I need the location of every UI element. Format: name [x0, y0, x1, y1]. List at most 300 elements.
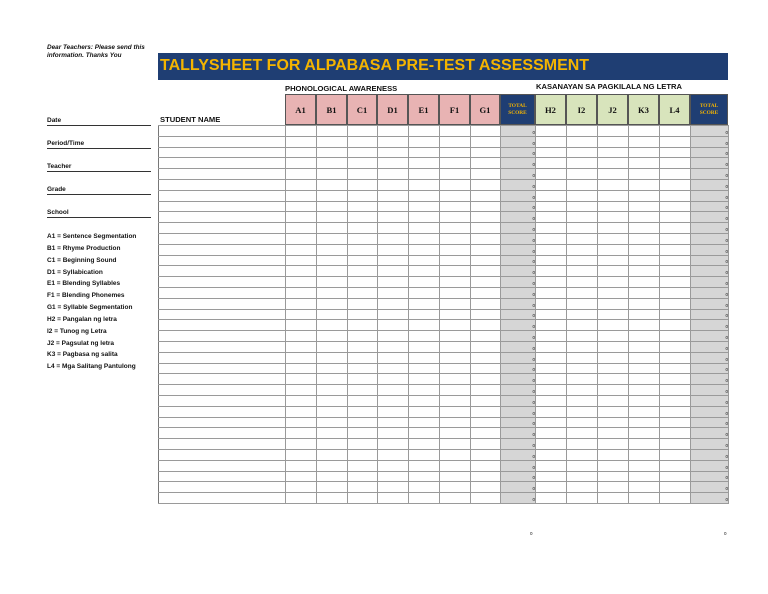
score-cell[interactable] [286, 158, 317, 169]
score-cell[interactable] [378, 212, 409, 223]
score-cell[interactable] [286, 309, 317, 320]
score-cell[interactable] [378, 352, 409, 363]
score-cell[interactable] [440, 298, 471, 309]
score-cell[interactable] [440, 482, 471, 493]
score-cell[interactable] [660, 212, 691, 223]
score-cell[interactable] [660, 374, 691, 385]
score-cell[interactable] [598, 395, 629, 406]
score-cell[interactable] [348, 190, 378, 201]
score-cell[interactable] [471, 223, 501, 234]
student-name-cell[interactable] [159, 428, 286, 439]
score-cell[interactable] [567, 482, 598, 493]
score-cell[interactable] [598, 385, 629, 396]
score-cell[interactable] [348, 169, 378, 180]
score-cell[interactable] [286, 223, 317, 234]
score-cell[interactable] [471, 190, 501, 201]
score-cell[interactable] [286, 417, 317, 428]
score-cell[interactable] [286, 439, 317, 450]
score-cell[interactable] [317, 277, 348, 288]
score-cell[interactable] [567, 223, 598, 234]
score-cell[interactable] [471, 341, 501, 352]
score-cell[interactable] [536, 158, 567, 169]
score-cell[interactable] [660, 439, 691, 450]
score-cell[interactable] [286, 277, 317, 288]
score-cell[interactable] [286, 493, 317, 504]
score-cell[interactable] [409, 417, 440, 428]
student-name-cell[interactable] [159, 482, 286, 493]
score-cell[interactable] [567, 277, 598, 288]
score-cell[interactable] [440, 277, 471, 288]
score-cell[interactable] [567, 169, 598, 180]
score-cell[interactable] [348, 428, 378, 439]
student-name-cell[interactable] [159, 449, 286, 460]
score-cell[interactable] [598, 439, 629, 450]
score-cell[interactable] [598, 233, 629, 244]
score-cell[interactable] [378, 158, 409, 169]
score-cell[interactable] [317, 298, 348, 309]
score-cell[interactable] [471, 460, 501, 471]
student-name-cell[interactable] [159, 406, 286, 417]
student-name-cell[interactable] [159, 212, 286, 223]
student-name-cell[interactable] [159, 179, 286, 190]
score-cell[interactable] [409, 169, 440, 180]
score-cell[interactable] [286, 136, 317, 147]
score-cell[interactable] [660, 406, 691, 417]
student-name-cell[interactable] [159, 223, 286, 234]
score-cell[interactable] [348, 395, 378, 406]
score-cell[interactable] [598, 298, 629, 309]
score-cell[interactable] [409, 309, 440, 320]
score-cell[interactable] [536, 482, 567, 493]
score-cell[interactable] [471, 395, 501, 406]
score-cell[interactable] [317, 471, 348, 482]
score-cell[interactable] [660, 233, 691, 244]
score-cell[interactable] [471, 201, 501, 212]
score-cell[interactable] [409, 287, 440, 298]
score-cell[interactable] [317, 244, 348, 255]
score-cell[interactable] [471, 374, 501, 385]
score-cell[interactable] [471, 169, 501, 180]
score-cell[interactable] [440, 136, 471, 147]
score-cell[interactable] [286, 385, 317, 396]
score-cell[interactable] [378, 460, 409, 471]
score-cell[interactable] [536, 223, 567, 234]
score-cell[interactable] [348, 320, 378, 331]
score-cell[interactable] [378, 277, 409, 288]
score-cell[interactable] [567, 309, 598, 320]
score-cell[interactable] [660, 287, 691, 298]
score-cell[interactable] [440, 493, 471, 504]
score-cell[interactable] [440, 331, 471, 342]
score-cell[interactable] [317, 395, 348, 406]
score-cell[interactable] [440, 266, 471, 277]
student-name-cell[interactable] [159, 341, 286, 352]
score-cell[interactable] [598, 471, 629, 482]
score-cell[interactable] [409, 363, 440, 374]
score-cell[interactable] [440, 341, 471, 352]
score-cell[interactable] [317, 341, 348, 352]
score-cell[interactable] [598, 169, 629, 180]
score-cell[interactable] [598, 482, 629, 493]
student-name-cell[interactable] [159, 493, 286, 504]
score-cell[interactable] [317, 169, 348, 180]
score-cell[interactable] [317, 374, 348, 385]
score-cell[interactable] [409, 201, 440, 212]
score-cell[interactable] [536, 244, 567, 255]
score-cell[interactable] [598, 244, 629, 255]
score-cell[interactable] [629, 223, 660, 234]
score-cell[interactable] [409, 136, 440, 147]
score-cell[interactable] [286, 320, 317, 331]
score-cell[interactable] [440, 190, 471, 201]
score-cell[interactable] [378, 320, 409, 331]
student-name-cell[interactable] [159, 266, 286, 277]
score-cell[interactable] [317, 266, 348, 277]
score-cell[interactable] [471, 471, 501, 482]
student-name-cell[interactable] [159, 201, 286, 212]
score-cell[interactable] [598, 352, 629, 363]
score-cell[interactable] [567, 331, 598, 342]
score-cell[interactable] [660, 363, 691, 374]
score-cell[interactable] [567, 233, 598, 244]
score-cell[interactable] [348, 136, 378, 147]
score-cell[interactable] [471, 158, 501, 169]
score-cell[interactable] [598, 136, 629, 147]
score-cell[interactable] [660, 158, 691, 169]
score-cell[interactable] [598, 309, 629, 320]
score-cell[interactable] [348, 309, 378, 320]
score-cell[interactable] [317, 223, 348, 234]
score-cell[interactable] [409, 233, 440, 244]
score-cell[interactable] [567, 298, 598, 309]
score-cell[interactable] [409, 482, 440, 493]
score-cell[interactable] [409, 428, 440, 439]
score-cell[interactable] [378, 190, 409, 201]
score-cell[interactable] [536, 331, 567, 342]
score-cell[interactable] [286, 201, 317, 212]
score-cell[interactable] [286, 233, 317, 244]
score-cell[interactable] [409, 212, 440, 223]
score-cell[interactable] [629, 277, 660, 288]
score-cell[interactable] [536, 298, 567, 309]
score-cell[interactable] [598, 201, 629, 212]
score-cell[interactable] [536, 385, 567, 396]
score-cell[interactable] [629, 233, 660, 244]
score-cell[interactable] [660, 136, 691, 147]
student-name-cell[interactable] [159, 374, 286, 385]
score-cell[interactable] [348, 266, 378, 277]
student-name-cell[interactable] [159, 309, 286, 320]
score-cell[interactable] [660, 417, 691, 428]
score-cell[interactable] [598, 287, 629, 298]
score-cell[interactable] [536, 395, 567, 406]
score-cell[interactable] [409, 460, 440, 471]
score-cell[interactable] [660, 277, 691, 288]
score-cell[interactable] [567, 244, 598, 255]
score-cell[interactable] [348, 406, 378, 417]
score-cell[interactable] [440, 417, 471, 428]
score-cell[interactable] [286, 406, 317, 417]
score-cell[interactable] [660, 298, 691, 309]
score-cell[interactable] [286, 266, 317, 277]
score-cell[interactable] [660, 266, 691, 277]
score-cell[interactable] [536, 147, 567, 158]
score-cell[interactable] [471, 493, 501, 504]
score-cell[interactable] [286, 395, 317, 406]
score-cell[interactable] [598, 212, 629, 223]
score-cell[interactable] [471, 277, 501, 288]
score-cell[interactable] [378, 493, 409, 504]
score-cell[interactable] [629, 179, 660, 190]
score-cell[interactable] [348, 493, 378, 504]
score-cell[interactable] [317, 201, 348, 212]
score-cell[interactable] [660, 460, 691, 471]
score-cell[interactable] [348, 244, 378, 255]
student-name-cell[interactable] [159, 147, 286, 158]
score-cell[interactable] [348, 385, 378, 396]
score-cell[interactable] [286, 471, 317, 482]
score-cell[interactable] [536, 417, 567, 428]
score-cell[interactable] [409, 493, 440, 504]
score-cell[interactable] [440, 158, 471, 169]
score-cell[interactable] [440, 287, 471, 298]
score-cell[interactable] [567, 428, 598, 439]
score-cell[interactable] [317, 385, 348, 396]
score-cell[interactable] [348, 363, 378, 374]
score-cell[interactable] [536, 179, 567, 190]
score-cell[interactable] [536, 471, 567, 482]
score-cell[interactable] [286, 460, 317, 471]
score-cell[interactable] [567, 363, 598, 374]
score-cell[interactable] [440, 374, 471, 385]
score-cell[interactable] [598, 190, 629, 201]
score-cell[interactable] [286, 169, 317, 180]
score-cell[interactable] [536, 266, 567, 277]
score-cell[interactable] [471, 406, 501, 417]
score-cell[interactable] [471, 233, 501, 244]
score-cell[interactable] [317, 493, 348, 504]
score-cell[interactable] [378, 309, 409, 320]
score-cell[interactable] [317, 179, 348, 190]
score-cell[interactable] [348, 147, 378, 158]
score-cell[interactable] [409, 471, 440, 482]
score-cell[interactable] [348, 449, 378, 460]
score-cell[interactable] [567, 190, 598, 201]
score-cell[interactable] [536, 136, 567, 147]
score-cell[interactable] [536, 493, 567, 504]
score-cell[interactable] [440, 471, 471, 482]
score-cell[interactable] [440, 147, 471, 158]
score-cell[interactable] [536, 320, 567, 331]
score-cell[interactable] [629, 352, 660, 363]
score-cell[interactable] [378, 439, 409, 450]
score-cell[interactable] [317, 126, 348, 137]
student-name-cell[interactable] [159, 395, 286, 406]
score-cell[interactable] [348, 482, 378, 493]
score-cell[interactable] [286, 428, 317, 439]
score-cell[interactable] [409, 147, 440, 158]
score-cell[interactable] [536, 169, 567, 180]
score-cell[interactable] [629, 428, 660, 439]
score-cell[interactable] [567, 320, 598, 331]
score-cell[interactable] [378, 244, 409, 255]
score-cell[interactable] [660, 331, 691, 342]
score-cell[interactable] [440, 255, 471, 266]
score-cell[interactable] [629, 244, 660, 255]
score-cell[interactable] [317, 309, 348, 320]
score-cell[interactable] [317, 212, 348, 223]
period-time-field[interactable]: Period/Time [47, 140, 151, 149]
score-cell[interactable] [286, 363, 317, 374]
score-cell[interactable] [660, 223, 691, 234]
score-cell[interactable] [629, 287, 660, 298]
score-cell[interactable] [536, 126, 567, 137]
score-cell[interactable] [409, 352, 440, 363]
score-cell[interactable] [378, 233, 409, 244]
student-name-cell[interactable] [159, 255, 286, 266]
score-cell[interactable] [348, 179, 378, 190]
score-cell[interactable] [378, 255, 409, 266]
score-cell[interactable] [660, 169, 691, 180]
score-cell[interactable] [348, 277, 378, 288]
score-cell[interactable] [629, 482, 660, 493]
score-cell[interactable] [409, 341, 440, 352]
score-cell[interactable] [660, 493, 691, 504]
score-cell[interactable] [567, 406, 598, 417]
score-cell[interactable] [317, 331, 348, 342]
score-cell[interactable] [378, 428, 409, 439]
score-cell[interactable] [440, 395, 471, 406]
score-cell[interactable] [598, 277, 629, 288]
score-cell[interactable] [660, 341, 691, 352]
score-cell[interactable] [471, 136, 501, 147]
score-cell[interactable] [348, 212, 378, 223]
score-cell[interactable] [536, 428, 567, 439]
score-cell[interactable] [409, 331, 440, 342]
score-cell[interactable] [286, 352, 317, 363]
score-cell[interactable] [567, 287, 598, 298]
score-cell[interactable] [471, 244, 501, 255]
score-cell[interactable] [536, 363, 567, 374]
score-cell[interactable] [317, 255, 348, 266]
score-cell[interactable] [660, 244, 691, 255]
score-cell[interactable] [629, 255, 660, 266]
student-name-cell[interactable] [159, 385, 286, 396]
score-cell[interactable] [567, 493, 598, 504]
score-cell[interactable] [598, 331, 629, 342]
score-cell[interactable] [409, 406, 440, 417]
score-cell[interactable] [317, 439, 348, 450]
score-cell[interactable] [598, 417, 629, 428]
score-cell[interactable] [471, 179, 501, 190]
score-cell[interactable] [471, 385, 501, 396]
score-cell[interactable] [317, 190, 348, 201]
score-cell[interactable] [598, 428, 629, 439]
score-cell[interactable] [660, 395, 691, 406]
score-cell[interactable] [409, 385, 440, 396]
score-cell[interactable] [660, 385, 691, 396]
score-cell[interactable] [567, 201, 598, 212]
score-cell[interactable] [598, 341, 629, 352]
score-cell[interactable] [348, 331, 378, 342]
score-cell[interactable] [317, 147, 348, 158]
score-cell[interactable] [440, 449, 471, 460]
score-cell[interactable] [348, 287, 378, 298]
score-cell[interactable] [536, 212, 567, 223]
score-cell[interactable] [567, 147, 598, 158]
score-cell[interactable] [286, 190, 317, 201]
score-cell[interactable] [409, 158, 440, 169]
score-cell[interactable] [660, 126, 691, 137]
score-cell[interactable] [348, 298, 378, 309]
score-cell[interactable] [378, 179, 409, 190]
score-cell[interactable] [567, 136, 598, 147]
score-cell[interactable] [629, 417, 660, 428]
score-cell[interactable] [598, 147, 629, 158]
student-name-cell[interactable] [159, 287, 286, 298]
score-cell[interactable] [286, 331, 317, 342]
score-cell[interactable] [536, 233, 567, 244]
score-cell[interactable] [598, 255, 629, 266]
score-cell[interactable] [409, 320, 440, 331]
score-cell[interactable] [471, 266, 501, 277]
score-cell[interactable] [317, 363, 348, 374]
score-cell[interactable] [409, 449, 440, 460]
score-cell[interactable] [471, 439, 501, 450]
score-cell[interactable] [286, 449, 317, 460]
score-cell[interactable] [567, 352, 598, 363]
score-cell[interactable] [567, 179, 598, 190]
score-cell[interactable] [598, 126, 629, 137]
teacher-field[interactable]: Teacher [47, 163, 151, 172]
score-cell[interactable] [378, 287, 409, 298]
score-cell[interactable] [567, 460, 598, 471]
score-cell[interactable] [440, 233, 471, 244]
score-cell[interactable] [409, 179, 440, 190]
student-name-cell[interactable] [159, 471, 286, 482]
score-cell[interactable] [629, 460, 660, 471]
score-cell[interactable] [567, 395, 598, 406]
score-cell[interactable] [536, 277, 567, 288]
score-cell[interactable] [471, 449, 501, 460]
score-cell[interactable] [536, 255, 567, 266]
score-cell[interactable] [660, 309, 691, 320]
score-cell[interactable] [440, 406, 471, 417]
student-name-cell[interactable] [159, 277, 286, 288]
score-cell[interactable] [567, 417, 598, 428]
score-cell[interactable] [378, 266, 409, 277]
student-name-cell[interactable] [159, 169, 286, 180]
score-cell[interactable] [286, 374, 317, 385]
score-cell[interactable] [629, 385, 660, 396]
score-cell[interactable] [378, 331, 409, 342]
score-cell[interactable] [567, 341, 598, 352]
score-cell[interactable] [317, 482, 348, 493]
score-cell[interactable] [660, 449, 691, 460]
score-cell[interactable] [348, 417, 378, 428]
score-cell[interactable] [471, 309, 501, 320]
score-cell[interactable] [409, 395, 440, 406]
student-name-cell[interactable] [159, 190, 286, 201]
score-cell[interactable] [317, 428, 348, 439]
score-cell[interactable] [440, 309, 471, 320]
score-cell[interactable] [348, 460, 378, 471]
score-cell[interactable] [629, 309, 660, 320]
date-field[interactable]: Date [47, 117, 151, 126]
score-cell[interactable] [567, 126, 598, 137]
score-cell[interactable] [440, 169, 471, 180]
score-cell[interactable] [317, 406, 348, 417]
